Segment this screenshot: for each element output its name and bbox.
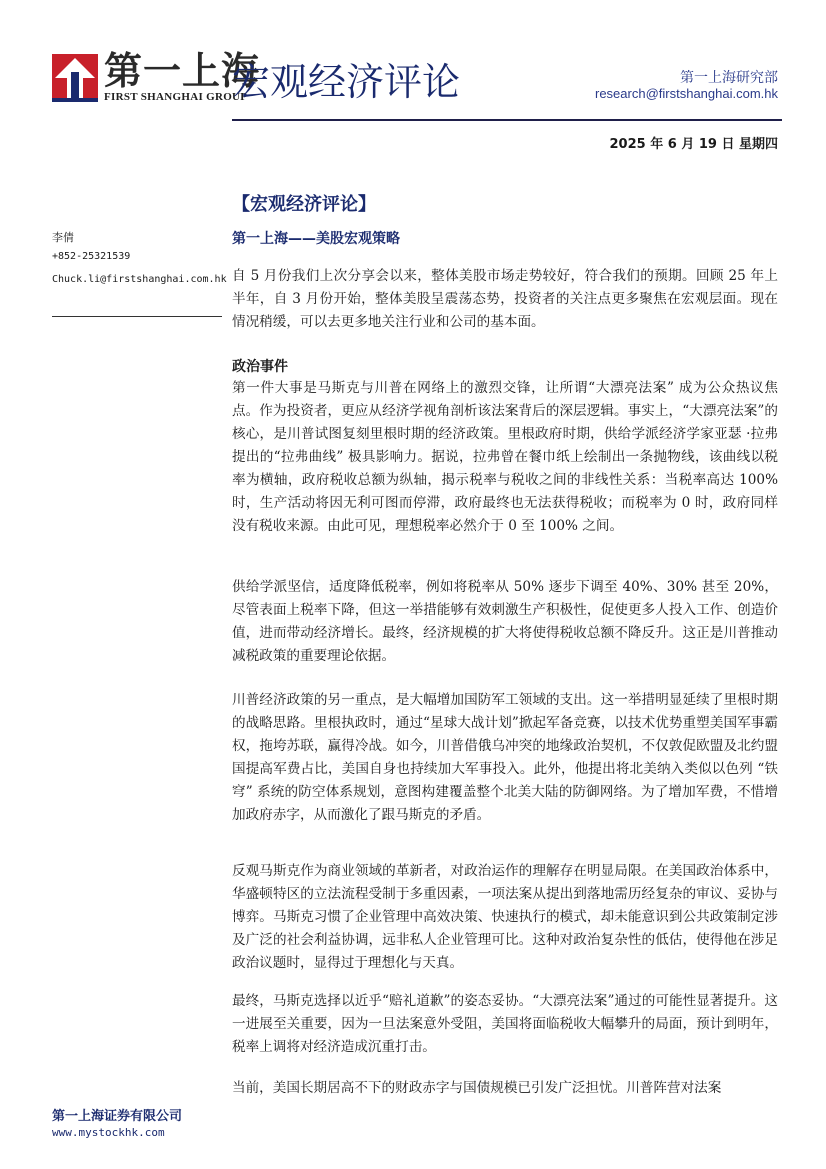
body-paragraph: 川普经济政策的另一重点，是大幅增加国防军工领域的支出。这一举措明显延续了里根时期的战略思路。里根执政时，通过“星球大战计划”掀起军备竞赛，以技术优势重塑美国军事霸权，拖垮苏联，赢得冷战。如今，川普借俄乌冲突的地缘政治契机，不仅敦促欧盟及北约盟国提高军费占比，美国自身也持续加大军事投入。此外，他提出将北美纳入类似以色列 “铁穹” 系统的防空体系规划，意图构建覆盖整个北美大陆的防御网络。为了增加军费，不惜增加政府赤字，从而激化了跟马斯克的矛盾。 <box>232 692 778 823</box>
body-paragraph: 最终，马斯克选择以近乎“赔礼道歉”的姿态妥协。“大漂亮法案”通过的可能性显著提升。这一进展至关重要，因为一旦法案意外受阻，美国将面临税收大幅攀升的局面，预计到明年，税率上调将对经济造成沉重打击。 <box>232 993 778 1055</box>
header-divider <box>232 119 782 121</box>
logo-chinese-name: 第一上海 <box>104 48 261 93</box>
section-header: 【宏观经济评论】 <box>232 194 376 215</box>
company-logo-icon <box>52 54 98 102</box>
author-email-link[interactable]: Chuck.li@firstshanghai.com.hk <box>52 274 227 285</box>
body-paragraph: 反观马斯克作为商业领域的革新者，对政治运作的理解存在明显局限。在美国政治体系中，华盛顿特区的立法流程受制于多重因素，一项法案从提出到落地需历经复杂的审议、妥协与博弈。马斯克习惯了企业管理中高效决策、快速执行的模式，却未能意识到公共政策制定涉及广泛的社会利益协调，远非私人企业管理可比。这种对政治复杂性的低估，使得他在涉足政治议题时，显得过于理想化与天真。 <box>232 863 778 971</box>
company-name: 第一上海证券有限公司 <box>52 1109 183 1124</box>
intro-paragraph: 自 5 月份我们上次分享会以来，整体美股市场走势较好，符合我们的预期。回顾 25 年上半年，自 3 月份开始，整体美股呈震荡态势，投资者的关注点更多聚焦在宏观层面。现在情况稍缓，可以去更多地关注行业和公司的基本面。 <box>232 268 778 330</box>
research-email-link[interactable]: research@firstshanghai.com.hk <box>595 86 778 101</box>
body-paragraph: 第一件大事是马斯克与川普在网络上的激烈交锋，让所谓“大漂亮法案” 成为公众热议焦点。作为投资者，更应从经济学视角剖析该法案背后的深层逻辑。事实上，“大漂亮法案”的核心，是川普试图复刻里根时期的经济政策。里根政府时期，供给学派经济学家亚瑟 ·拉弗提出的“拉弗曲线” 极具影响力。据说，拉弗曾在餐巾纸上绘制出一条抛物线，该曲线以税率为横轴，政府税收总额为纵轴，揭示税率与税收之间的非线性关系：当税率高达 100% 时，生产活动将因无利可图而停滞，政府最终也无法获得税收；而税率为 0 时，政府同样没有税收来源。由此可见，理想税率必然介于 0 至 100% 之间。 <box>232 380 778 534</box>
subheading-political-events: 政治事件 <box>232 359 288 375</box>
report-date: 2025 年 6 月 19 日 星期四 <box>609 137 778 152</box>
body-paragraph: 供给学派坚信，适度降低税率，例如将税率从 50% 逐步下调至 40%、30% 甚至 20%，尽管表面上税率下降，但这一举措能够有效刺激生产积极性，促使更多人投入工作、创造价值，进而带动经济增长。最终，经济规模的扩大将使得税收总额不降反升。这正是川普推动减税政策的重要理论依据。 <box>232 579 778 664</box>
article-title: 第一上海——美股宏观策略 <box>232 231 400 247</box>
logo-english-name: FIRST SHANGHAI GROUP <box>104 91 248 103</box>
sidebar-divider <box>52 316 222 317</box>
author-phone: +852-25321539 <box>52 251 131 262</box>
author-name: 李倩 <box>52 231 74 244</box>
research-department: 第一上海研究部 <box>680 70 778 86</box>
body-paragraph: 当前，美国长期居高不下的财政赤字与国债规模已引发广泛担忧。川普阵营对法案 <box>232 1080 722 1096</box>
company-website-link[interactable]: www.mystockhk.com <box>52 1126 165 1139</box>
report-title: 宏观经济评论 <box>232 60 461 104</box>
